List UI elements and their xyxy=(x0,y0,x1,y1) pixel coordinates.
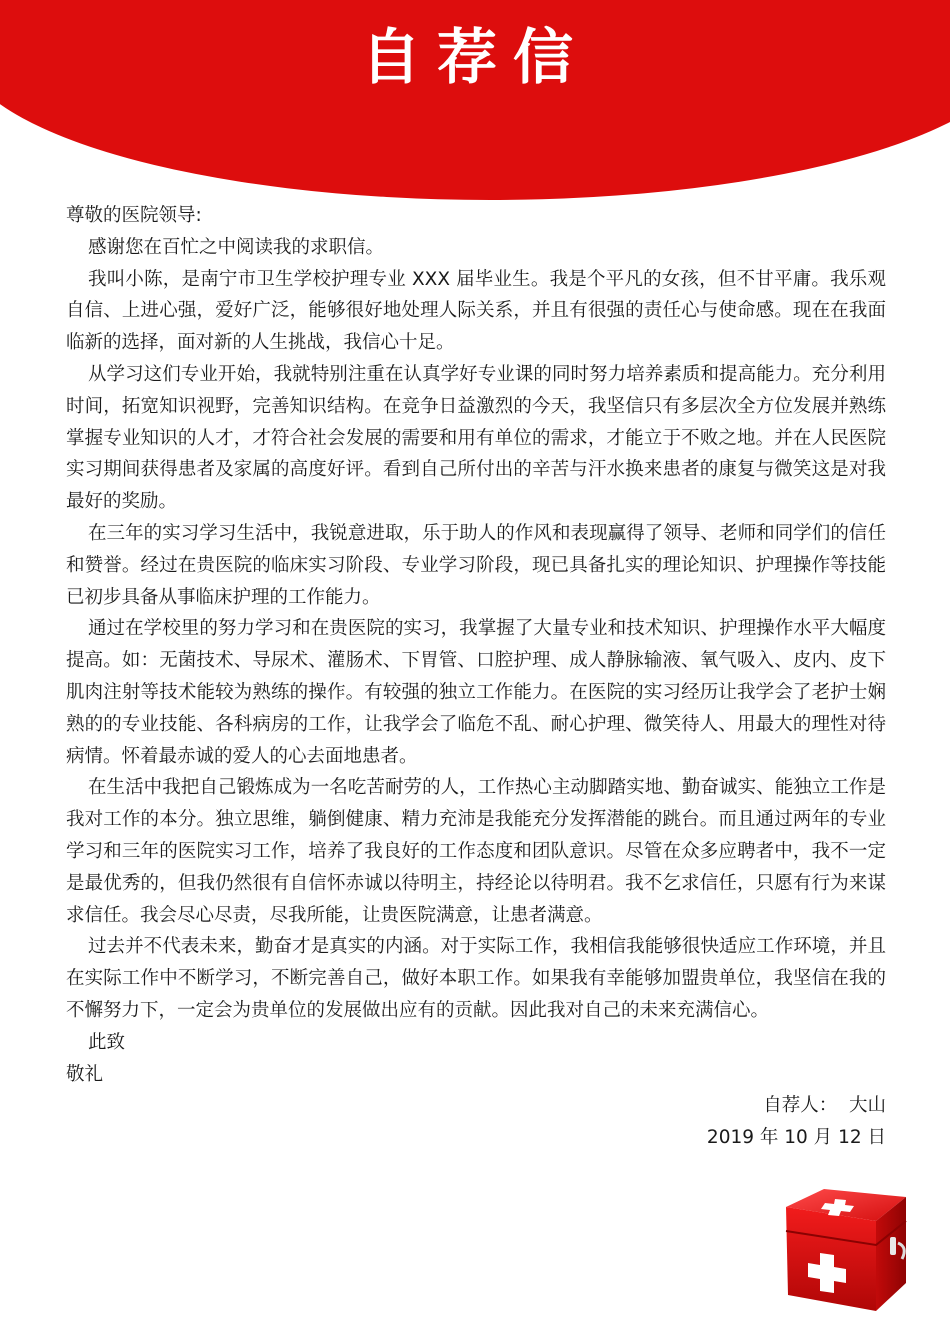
paragraph: 通过在学校里的努力学习和在贵医院的实习，我掌握了大量专业和技术知识、护理操作水平大幅度提高。如：无菌技术、导尿术、灌肠术、下胃管、口腔护理、成人静脉输液、氧气吸入、皮内、皮下肌肉注射等技术能较为熟练的操作。有较强的独立工作能力。在医院的实习经历让我学会了老护士娴熟的的专业技能、各科病房的工作，让我学会了临危不乱、耐心护理、微笑待人、用最大的理性对待病情。怀着最赤诚的爱人的心去面地患者。 xyxy=(66,618,886,767)
signer: 自荐人： 大山 xyxy=(763,1095,886,1117)
page-title: 自荐信 xyxy=(361,23,589,93)
paragraph: 过去并不代表未来，勤奋才是真实的内涵。对于实际工作，我相信我能够很快适应工作环境，并且在实际工作中不断学习，不断完善自己，做好本职工作。如果我有幸能够加盟贵单位，我坚信在我的不懈努力下，一定会为贵单位的发展做出应有的贡献。因此我对自己的未来充满信心。 xyxy=(66,936,886,1021)
letter-date: 2019 年 10 月 12 日 xyxy=(706,1127,886,1149)
paragraph: 在三年的实习学习生活中，我锐意进取，乐于助人的作风和表现赢得了领导、老师和同学们的信任和赞誉。经过在贵医院的临床实习阶段、专业学习阶段，现已具备扎实的理论知识、护理操作等技能已初步具备从事临床护理的工作能力。 xyxy=(66,522,886,608)
closing-greeting: 此致 xyxy=(88,1031,126,1053)
paragraph: 我叫小陈，是南宁市卫生学校护理专业 XXX 届毕业生。我是个平凡的女孩，但不甘平庸。我乐观自信、上进心强，爱好广泛，能够很好地处理人际关系，并且有很强的责任心与使命感。现在在我面临新的选择，面对新的人生挑战，我信心十足。 xyxy=(66,268,886,354)
first-aid-kit-icon xyxy=(780,1185,912,1315)
paragraph: 感谢您在百忙之中阅读我的求职信。 xyxy=(88,236,385,258)
closing-salute: 敬礼 xyxy=(66,1063,104,1085)
paragraph: 在生活中我把自己锻炼成为一名吃苦耐劳的人，工作热心主动脚踏实地、勤奋诚实、能独立工作是我对工作的本分。独立思维，躺倒健康、精力充沛是我能充分发挥潜能的跳台。而且通过两年的专业学习和三年的医院实习工作，培养了我良好的工作态度和团队意识。尽管在众多应聘者中，我不一定是最优秀的，但我仍然很有自信怀赤诚以待明主，持经论以待明君。我不乞求信任，只愿有行为来谋求信任。我会尽心尽责，尽我所能，让贵医院满意，让患者满意。 xyxy=(66,777,886,926)
letter-body xyxy=(66,200,886,1154)
salutation: 尊敬的医院领导: xyxy=(66,205,202,226)
paragraph: 从学习这们专业开始，我就特别注重在认真学好专业课的同时努力培养素质和提高能力。充分利用时间，拓宽知识视野，完善知识结构。在竞争日益激烈的今天，我坚信只有多层次全方位发展并熟练掌握专业知识的人才，才符合社会发展的需要和用有单位的需求，才能立于不败之地。并在人民医院实习期间获得患者及家属的高度好评。看到自己所付出的辛苦与汗水换来患者的康复与微笑这是对我最好的奖励。 xyxy=(66,363,886,513)
